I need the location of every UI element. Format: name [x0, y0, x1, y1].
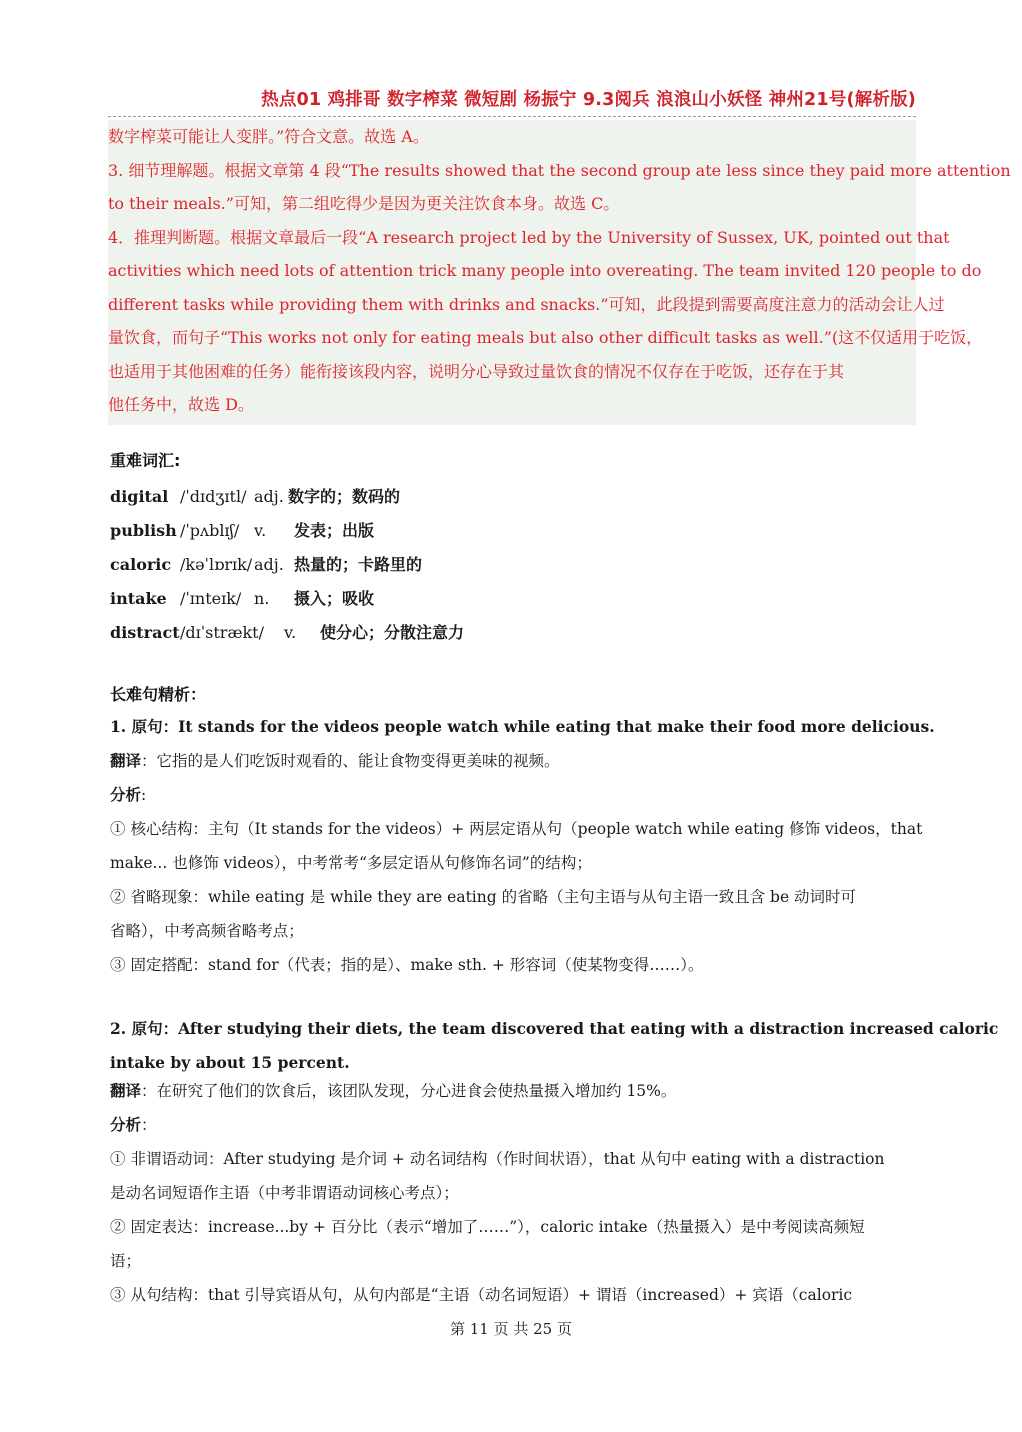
sentence-2-block — [110, 1012, 999, 1312]
answer-line: different tasks while providing them with drinks and snacks.”可知，此段提到需要高度注意力的活动会让人过 — [108, 294, 945, 314]
vocab-row — [110, 480, 710, 514]
sentence-1-original — [110, 710, 935, 744]
analysis-point — [110, 1142, 916, 1176]
analysis-point — [110, 812, 923, 846]
point-text: 省略现象：while eating 是 while they are eating 的省略（主句主语与从句主语一致且含 be 动词时可 — [130, 888, 857, 906]
page-header-title: 热点01 鸡排哥 数字榨菜 微短剧 杨振宁 9.3阅兵 浪浪山小妖怪 神州21号(解析版) — [261, 90, 916, 110]
vocab-row — [110, 514, 710, 548]
vocab-pos: adj. — [254, 487, 284, 506]
sentence-1-block — [110, 710, 935, 982]
point-text: 固定表达：increase...by + 百分比（表示“增加了……”），caloric intake（热量摄入）是中考阅读高频短 — [130, 1218, 865, 1236]
sentence-1-translation — [110, 744, 916, 778]
answer-line: activities which need lots of attention trick many people into overeating. The team invited 120 people to do — [108, 261, 982, 280]
vocab-pos: v. — [284, 623, 297, 642]
point-text: make... 也修饰 videos），中考常考“多层定语从句修饰名词”的结构； — [110, 854, 592, 872]
point-text: 是动名词短语作主语（中考非谓语动词核心考点）； — [110, 1184, 459, 1202]
analysis-point — [110, 1278, 916, 1312]
vocab-row — [110, 548, 710, 582]
vocab-phonetic: /ˈpʌblɪʃ/ — [180, 521, 240, 540]
point-text: 固定搭配：stand for（代表；指的是）、make sth. + 形容词（使某物变得……）。 — [130, 956, 704, 974]
answer-explanation-box — [108, 120, 1011, 425]
vocab-word: distract — [110, 623, 180, 642]
sentence-1-analysis-label — [110, 778, 916, 812]
vocab-word: intake — [110, 589, 167, 608]
vocab-phonetic: /dɪˈstrækt/ — [180, 623, 264, 642]
analysis-point-cont — [110, 1176, 916, 1210]
answer-line: 3. 细节理解题。根据文章第 4 段“The results showed that the second group ate less since they paid more attention — [108, 160, 1011, 180]
answer-line: 也适用于其他困难的任务）能衔接该段内容，说明分心导致过量饮食的情况不仅存在于吃饭，还存在于其 — [108, 361, 845, 381]
sentence-2-translation — [110, 1074, 916, 1108]
answer-line: 量饮食，而句子“This works not only for eating meals but also other difficult tasks as well.”(这不仅适用于吃饭， — [108, 328, 983, 347]
header-divider — [108, 116, 916, 117]
answer-line: 4．推理判断题。根据文章最后一段“A research project led by the University of Sussex, UK, pointed out that — [108, 227, 950, 247]
vocab-pos: v. — [254, 521, 267, 540]
vocab-pos: adj. — [254, 555, 284, 574]
translation-label: 翻译 — [110, 752, 142, 770]
point-number: ③ — [110, 1286, 126, 1304]
long-sentences-title: 长难句精析： — [110, 685, 207, 704]
vocabulary-title: 重难词汇: — [110, 451, 181, 470]
vocabulary-list — [110, 480, 710, 650]
vocab-word: publish — [110, 521, 177, 540]
vocab-phonetic: /kəˈlɒrɪk/ — [180, 555, 253, 574]
sentence-1-prefix: 1. 原句： — [110, 717, 179, 736]
vocab-meaning: 发表；出版 — [294, 521, 375, 540]
point-number: ① — [110, 1150, 126, 1168]
analysis-colon: ： — [141, 1116, 157, 1134]
vocab-word: caloric — [110, 555, 172, 574]
translation-text: ：在研究了他们的饮食后，该团队发现，分心进食会使热量摄入增加约 15%。 — [141, 1082, 677, 1100]
analysis-point — [110, 948, 916, 982]
analysis-point-cont — [110, 1244, 916, 1278]
vocab-meaning: 摄入；吸收 — [294, 589, 375, 608]
point-number: ① — [110, 820, 126, 838]
analysis-point — [110, 1210, 916, 1244]
sentence-2-original-cont: intake by about 15 percent. — [110, 1053, 350, 1072]
sentence-2-analysis-label — [110, 1108, 916, 1142]
analysis-label: 分析 — [110, 1116, 142, 1134]
sentence-2-text: After studying their diets, the team discovered that eating with a distraction increased caloric — [178, 1019, 999, 1038]
answer-line: to their meals.”可知，第二组吃得少是因为更关注饮食本身。故选 C。 — [108, 194, 620, 213]
page-footer-number: 第 11 页 共 25 页 — [449, 1320, 572, 1338]
point-text: 语； — [110, 1252, 142, 1270]
vocab-pos: n. — [254, 589, 270, 608]
translation-label: 翻译 — [110, 1082, 142, 1100]
sentence-1-text: It stands for the videos people watch while eating that make their food more delicious. — [178, 717, 935, 736]
vocab-word: digital — [110, 487, 169, 506]
analysis-point-cont — [110, 846, 916, 880]
sentence-2-original — [110, 1012, 999, 1046]
translation-text: ：它指的是人们吃饭时观看的、能让食物变得更美味的视频。 — [141, 752, 560, 770]
analysis-colon: : — [141, 786, 147, 804]
analysis-point-cont — [110, 914, 916, 948]
answer-line: 数字榨菜可能让人变胖。”符合文意。故选 A。 — [108, 127, 429, 146]
point-text: 从句结构：that 引导宾语从句，从句内部是“主语（动名词短语）+ 谓语（increased）+ 宾语（caloric — [130, 1286, 853, 1304]
vocab-meaning: 数字的；数码的 — [288, 487, 401, 506]
analysis-point — [110, 880, 916, 914]
point-number: ③ — [110, 956, 126, 974]
analysis-label: 分析 — [110, 786, 142, 804]
vocab-row — [110, 616, 710, 650]
vocab-phonetic: /ˈdɪdʒɪtl/ — [180, 487, 247, 506]
vocab-row — [110, 582, 710, 616]
point-number: ② — [110, 1218, 126, 1236]
vocab-meaning: 使分心；分散注意力 — [320, 623, 465, 642]
sentence-2-prefix: 2. 原句： — [110, 1019, 179, 1038]
point-number: ② — [110, 888, 126, 906]
point-text: 省略），中考高频省略考点； — [110, 922, 304, 940]
vocab-meaning: 热量的；卡路里的 — [294, 555, 423, 574]
answer-line: 他任务中，故选 D。 — [108, 395, 254, 414]
point-text: 非谓语动词：After studying 是介词 + 动名词结构（作时间状语），that 从句中 eating with a distraction — [130, 1150, 885, 1168]
vocab-phonetic: /ˈɪnteɪk/ — [180, 589, 242, 608]
point-text: 核心结构：主句（It stands for the videos）+ 两层定语从句（people watch while eating 修饰 videos，that — [130, 820, 923, 838]
